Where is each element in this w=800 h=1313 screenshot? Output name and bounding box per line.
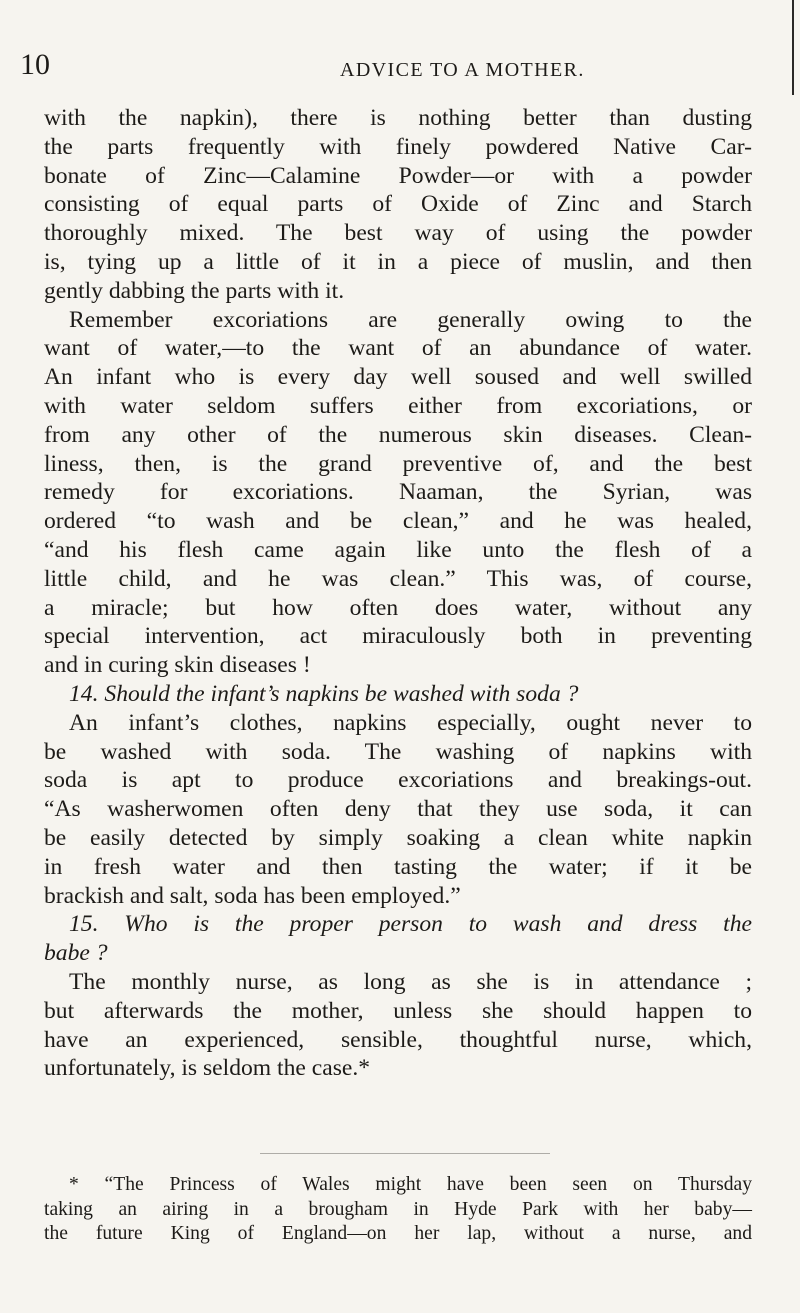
body-line: consisting of equal parts of Oxide of Zinc and Starch: [44, 191, 752, 218]
question-heading: 14. Should the infant’s napkins be washed with soda ?: [69, 680, 579, 707]
body-line: from any other of the numerous skin diseases. Clean-: [44, 421, 752, 448]
body-line: little child, and he was clean.” This was, of course,: [44, 565, 752, 592]
running-head: ADVICE TO A MOTHER.: [340, 59, 585, 81]
body-line: with water seldom suffers either from excoriations, or: [44, 392, 752, 419]
body-line: remedy for excoriations. Naaman, the Syrian, was: [44, 479, 752, 506]
body-line: Remember excoriations are generally owing to the: [69, 306, 752, 333]
body-line: a miracle; but how often does water, without any: [44, 594, 752, 621]
footnote-line: the future King of England—on her lap, without a nurse, and: [44, 1223, 752, 1245]
page-header: [20, 50, 800, 90]
body-line: is, tying up a little of it in a piece of muslin, and then: [44, 248, 752, 275]
body-line: want of water,—to the want of an abundance of water.: [44, 335, 752, 362]
footnote: [44, 1173, 752, 1247]
body-line: thoroughly mixed. The best way of using the powder: [44, 220, 752, 247]
body-line: the parts frequently with finely powdered Native Car-: [44, 133, 752, 160]
body-line: have an experienced, sensible, thoughtful nurse, which,: [44, 1026, 752, 1053]
body-line: be washed with soda. The washing of napkins with: [44, 738, 752, 765]
question-heading: 15. Who is the proper person to wash and dress the: [69, 911, 752, 938]
question-heading: babe ?: [44, 940, 108, 967]
page-number: 10: [20, 48, 50, 81]
body-line: special intervention, act miraculously both in preventing: [44, 623, 752, 650]
body-line: brackish and salt, soda has been employed.”: [44, 882, 461, 909]
body-line: unfortunately, is seldom the case.*: [44, 1055, 371, 1082]
body-line: An infant who is every day well soused and well swilled: [44, 364, 752, 391]
body-line: bonate of Zinc—Calamine Powder—or with a powder: [44, 162, 752, 189]
body-line: gently dabbing the parts with it.: [44, 277, 345, 304]
body-text: [44, 104, 752, 1083]
footnote-divider: [260, 1153, 550, 1154]
body-line: in fresh water and then tasting the water; if it be: [44, 853, 752, 880]
body-line: liness, then, is the grand preventive of, and the best: [44, 450, 752, 477]
body-line: be easily detected by simply soaking a clean white napkin: [44, 824, 752, 851]
footnote-line: * “The Princess of Wales might have been seen on Thursday: [69, 1174, 752, 1195]
body-line: An infant’s clothes, napkins especially, ought never to: [69, 709, 752, 736]
body-line: ordered “to wash and be clean,” and he was healed,: [44, 508, 752, 535]
footnote-line: taking an airing in a brougham in Hyde Park with her baby—: [44, 1198, 752, 1220]
body-line: “and his flesh came again like unto the flesh of a: [44, 536, 752, 563]
body-line: with the napkin), there is nothing better than dusting: [44, 105, 752, 131]
body-line: but afterwards the mother, unless she should happen to: [44, 997, 752, 1024]
body-line: “As washerwomen often deny that they use soda, it can: [44, 796, 752, 823]
body-line: soda is apt to produce excoriations and breakings-out.: [44, 767, 752, 794]
body-line: The monthly nurse, as long as she is in attendance ;: [69, 968, 752, 995]
body-line: and in curing skin diseases !: [44, 652, 311, 679]
